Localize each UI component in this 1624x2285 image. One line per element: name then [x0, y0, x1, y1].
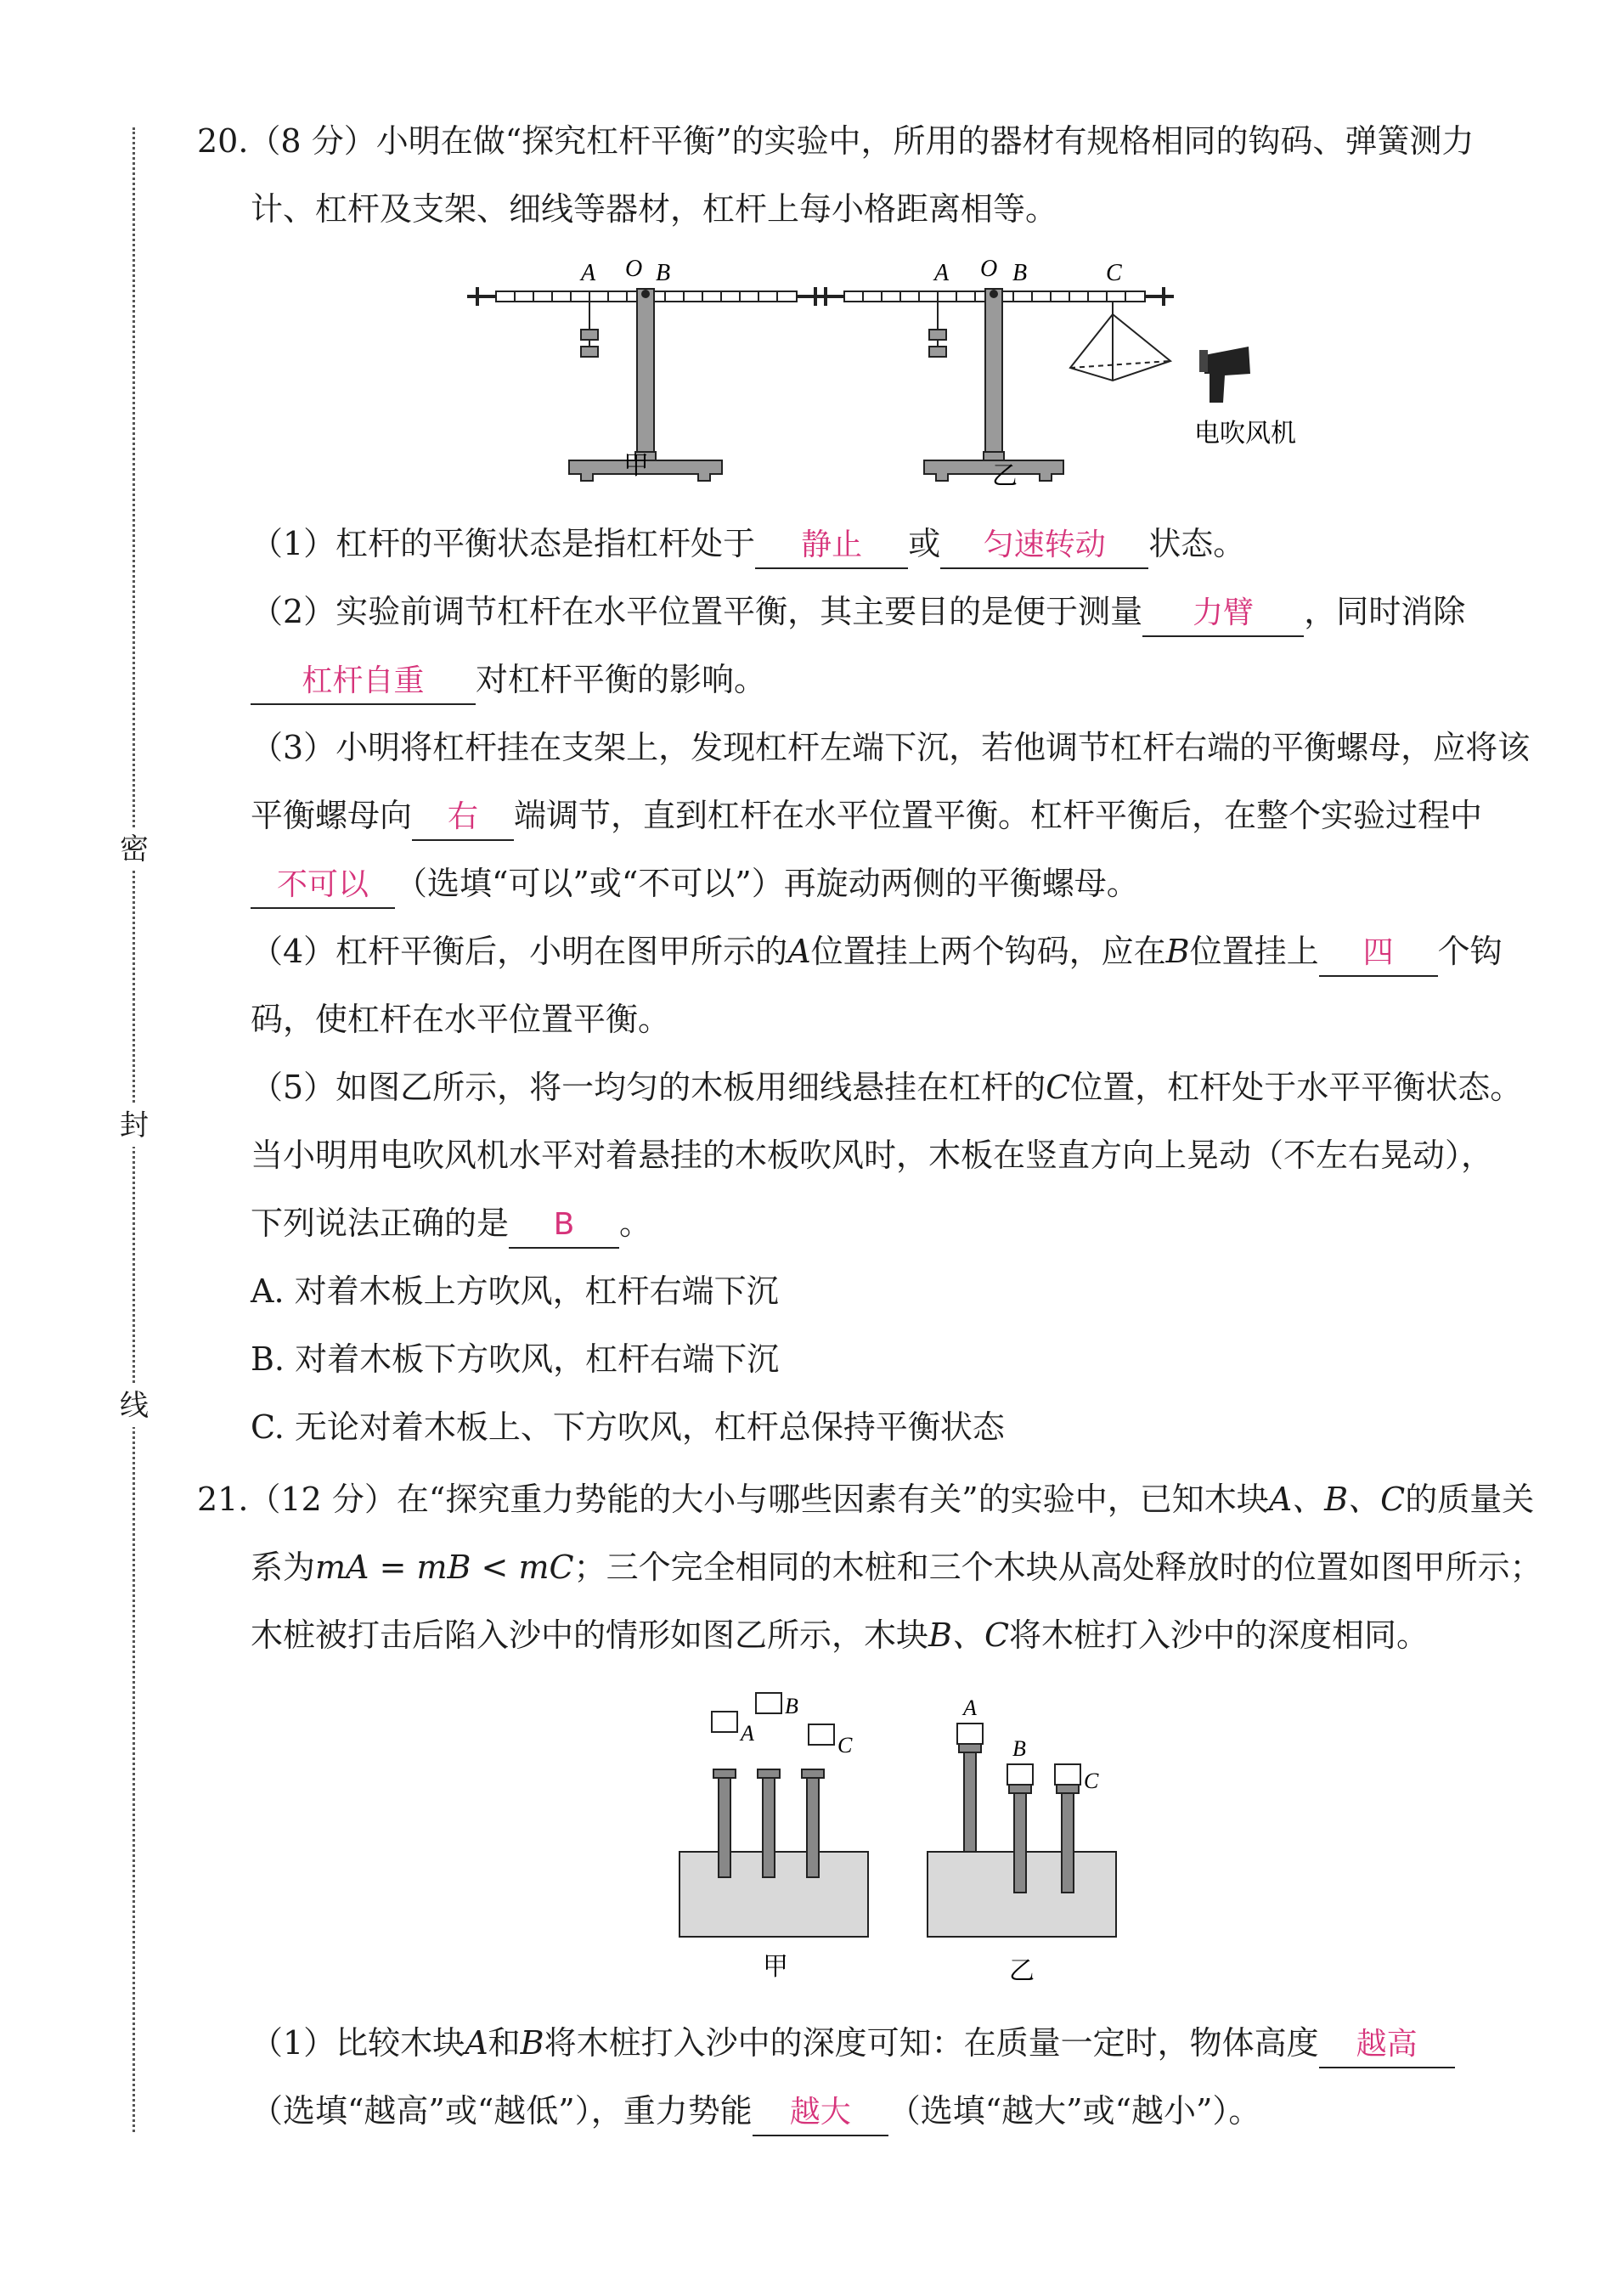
q20-p3-line2: [251, 790, 1482, 841]
q21-mass-relation: mA = mB < mC: [315, 1549, 574, 1586]
q20-p3-line1: （3）小明将杠杆挂在支架上，发现杠杆左端下沉，若他调节杠杆右端的平衡螺母，应将该: [251, 729, 1531, 766]
q20-p2-answer-2: 杠杆自重: [251, 659, 476, 705]
q21-p1-answer-1: 越高: [1319, 2023, 1455, 2068]
q21-p1-text-c: 将木桩打入沙中的深度可知：在质量一定时，物体高度: [544, 2024, 1319, 2062]
yi-label-b: B: [1012, 1736, 1026, 1761]
q20-p4-text-b: 位置挂上两个钩码，应在: [810, 933, 1166, 970]
q20-p5-answer: B: [509, 1203, 619, 1249]
binding-mark-xian: 线: [116, 1385, 153, 1427]
q20-p5-line3: [251, 1198, 651, 1249]
q21-p1-block-b: B: [520, 2024, 544, 2062]
q20-p4-text-c: 位置挂上: [1189, 933, 1319, 970]
q20-p5-text-a: （5）如图乙所示，将一均匀的木板用细线悬挂在杠杆的: [251, 1069, 1046, 1106]
q21-stem-bc: B、C: [928, 1616, 1010, 1654]
q21-p1-block-a: A: [465, 2024, 488, 2062]
q20-p5-text-d: 。: [619, 1205, 652, 1242]
q20-p1-text-a: （1）杠杆的平衡状态是指杠杆处于: [251, 525, 756, 562]
q20-p1: [251, 518, 1245, 569]
q20-option-b: B. 对着木板下方吹风，杠杆右端下沉: [251, 1340, 780, 1378]
lever-yi-label-a: A: [934, 260, 950, 286]
q21-p1-text-e: （选填“越大”或“越小”）。: [888, 2092, 1261, 2130]
lever-yi: [815, 287, 1174, 481]
q20-p2-text-c: 对杠杆平衡的影响。: [476, 661, 767, 698]
q20-p1-answer-2: 匀速转动: [940, 523, 1148, 569]
figure-label-yi: 乙: [992, 462, 1018, 490]
lever-yi-label-b: B: [1012, 260, 1028, 286]
q20-p1-answer-1: 静止: [755, 523, 908, 569]
q20-p1-text-c: 状态。: [1148, 525, 1246, 562]
figure-label-yi: 乙: [1009, 1957, 1035, 1985]
q20-p3-answer-1: 右: [412, 795, 514, 841]
q21-stem-text-d: ；三个完全相同的木桩和三个木块从高处释放时的位置如图甲所示；: [573, 1549, 1542, 1586]
figure-label-jia: 甲: [763, 1953, 788, 1981]
q20-option-c: C. 无论对着木板上、下方吹风，杠杆总保持平衡状态: [251, 1408, 1005, 1446]
q21-p1-text-d: （选填“越高”或“越低”），重力势能: [251, 2092, 753, 2130]
q21-p1-text-b: 和: [488, 2024, 521, 2062]
lever-jia-label-a: A: [581, 260, 596, 286]
q21-stem-line3: [251, 1610, 1429, 1661]
lever-jia-label-b: B: [656, 260, 671, 286]
q20-p4-text-d: 个钩: [1437, 933, 1503, 970]
jia-label-c: C: [837, 1733, 853, 1757]
yi-label-a: A: [963, 1695, 977, 1720]
figure-label-jia: 甲: [623, 452, 649, 480]
q20-p4-point-a: A: [787, 933, 811, 970]
blocks-jia: [712, 1693, 834, 1745]
q20-p2-text-b: ，同时消除: [1304, 593, 1466, 630]
q20-option-a: A. 对着木板上方吹风，杠杆右端下沉: [251, 1272, 779, 1310]
q21-p1-line2: [251, 2085, 1260, 2136]
dryer-label: 电吹风机: [1194, 420, 1296, 448]
lever-yi-label-o: O: [980, 256, 998, 282]
q20-p4-text-a: （4）杠杆平衡后，小明在图甲所示的: [251, 933, 788, 970]
q20-p2-line1: [251, 586, 1465, 637]
q20-p5-line2: 当小明用电吹风机水平对着悬挂的木板吹风时，木板在竖直方向上晃动（不左右晃动），: [251, 1137, 1494, 1174]
q21-stem-line1: [197, 1474, 1534, 1525]
q20-p3-text-b: 端调节，直到杠杆在水平位置平衡。杠杆平衡后，在整个实验过程中: [514, 797, 1483, 834]
hair-dryer-icon: [1199, 347, 1250, 403]
q20-p5-line1: [251, 1062, 1522, 1113]
q21-stem-text-e: 木桩被打击后陷入沙中的情形如图乙所示，木块: [251, 1616, 929, 1654]
q20-p3-text-a: 平衡螺母向: [251, 797, 413, 834]
binding-mark-feng: 封: [116, 1104, 153, 1147]
yi-label-c: C: [1084, 1769, 1099, 1793]
q20-p4-line2: 码，使杠杆在水平位置平衡。: [251, 1001, 671, 1038]
q21-stakes-figure: [663, 1678, 1138, 2000]
q20-p5-point-c: C: [1046, 1069, 1071, 1106]
q21-stem-text-c: 系为: [251, 1549, 316, 1586]
q20-p5-text-b: 位置，杠杆处于水平平衡状态。: [1070, 1069, 1523, 1106]
binding-mark-mi: 密: [116, 828, 153, 871]
q20-lever-figure: [459, 246, 1334, 501]
stakes-jia: [713, 1769, 824, 1877]
lever-jia-label-o: O: [625, 256, 643, 282]
q20-p5-text-c: 下列说法正确的是: [251, 1205, 510, 1242]
q21-stem-blocks: A、B、C: [1268, 1481, 1406, 1518]
q21-p1-answer-2: 越大: [753, 2090, 888, 2136]
q20-p2-answer-1: 力臂: [1142, 591, 1304, 637]
q20-p3-line3: [251, 858, 1139, 909]
q20-p1-text-b: 或: [908, 525, 941, 562]
q20-p4-point-b: B: [1165, 933, 1190, 970]
q21-stem-text-f: 将木桩打入沙中的深度相同。: [1009, 1616, 1429, 1654]
q20-p3-text-c: （选填“可以”或“不可以”）再旋动两侧的平衡螺母。: [395, 865, 1139, 902]
q21-stem-text-a: 21.（12 分）在“探究重力势能的大小与哪些因素有关”的实验中，已知木块: [197, 1481, 1269, 1518]
q20-stem-line1: 20.（8 分）小明在做“探究杠杆平衡”的实验中，所用的器材有规格相同的钩码、弹簧测力: [197, 122, 1475, 160]
q21-stem-line2: [251, 1542, 1542, 1593]
q21-p1-text-a: （1）比较木块: [251, 2024, 465, 2062]
hanging-wooden-board: [1070, 302, 1170, 381]
q20-p3-answer-2: 不可以: [251, 863, 395, 909]
q20-p2-line2: [251, 654, 766, 705]
q21-stem-text-b: 的质量关: [1405, 1481, 1535, 1518]
jia-label-a: A: [741, 1721, 754, 1746]
q20-p4-answer: 四: [1319, 931, 1438, 977]
lever-yi-label-c: C: [1106, 260, 1122, 286]
q20-stem-line2: 计、杠杆及支架、细线等器材，杠杆上每小格距离相等。: [251, 190, 1058, 228]
q20-p2-text-a: （2）实验前调节杠杆在水平位置平衡，其主要目的是便于测量: [251, 593, 1143, 630]
q21-p1-line1: [251, 2017, 1455, 2068]
q20-p4-line1: [251, 926, 1503, 977]
jia-label-b: B: [785, 1694, 798, 1718]
